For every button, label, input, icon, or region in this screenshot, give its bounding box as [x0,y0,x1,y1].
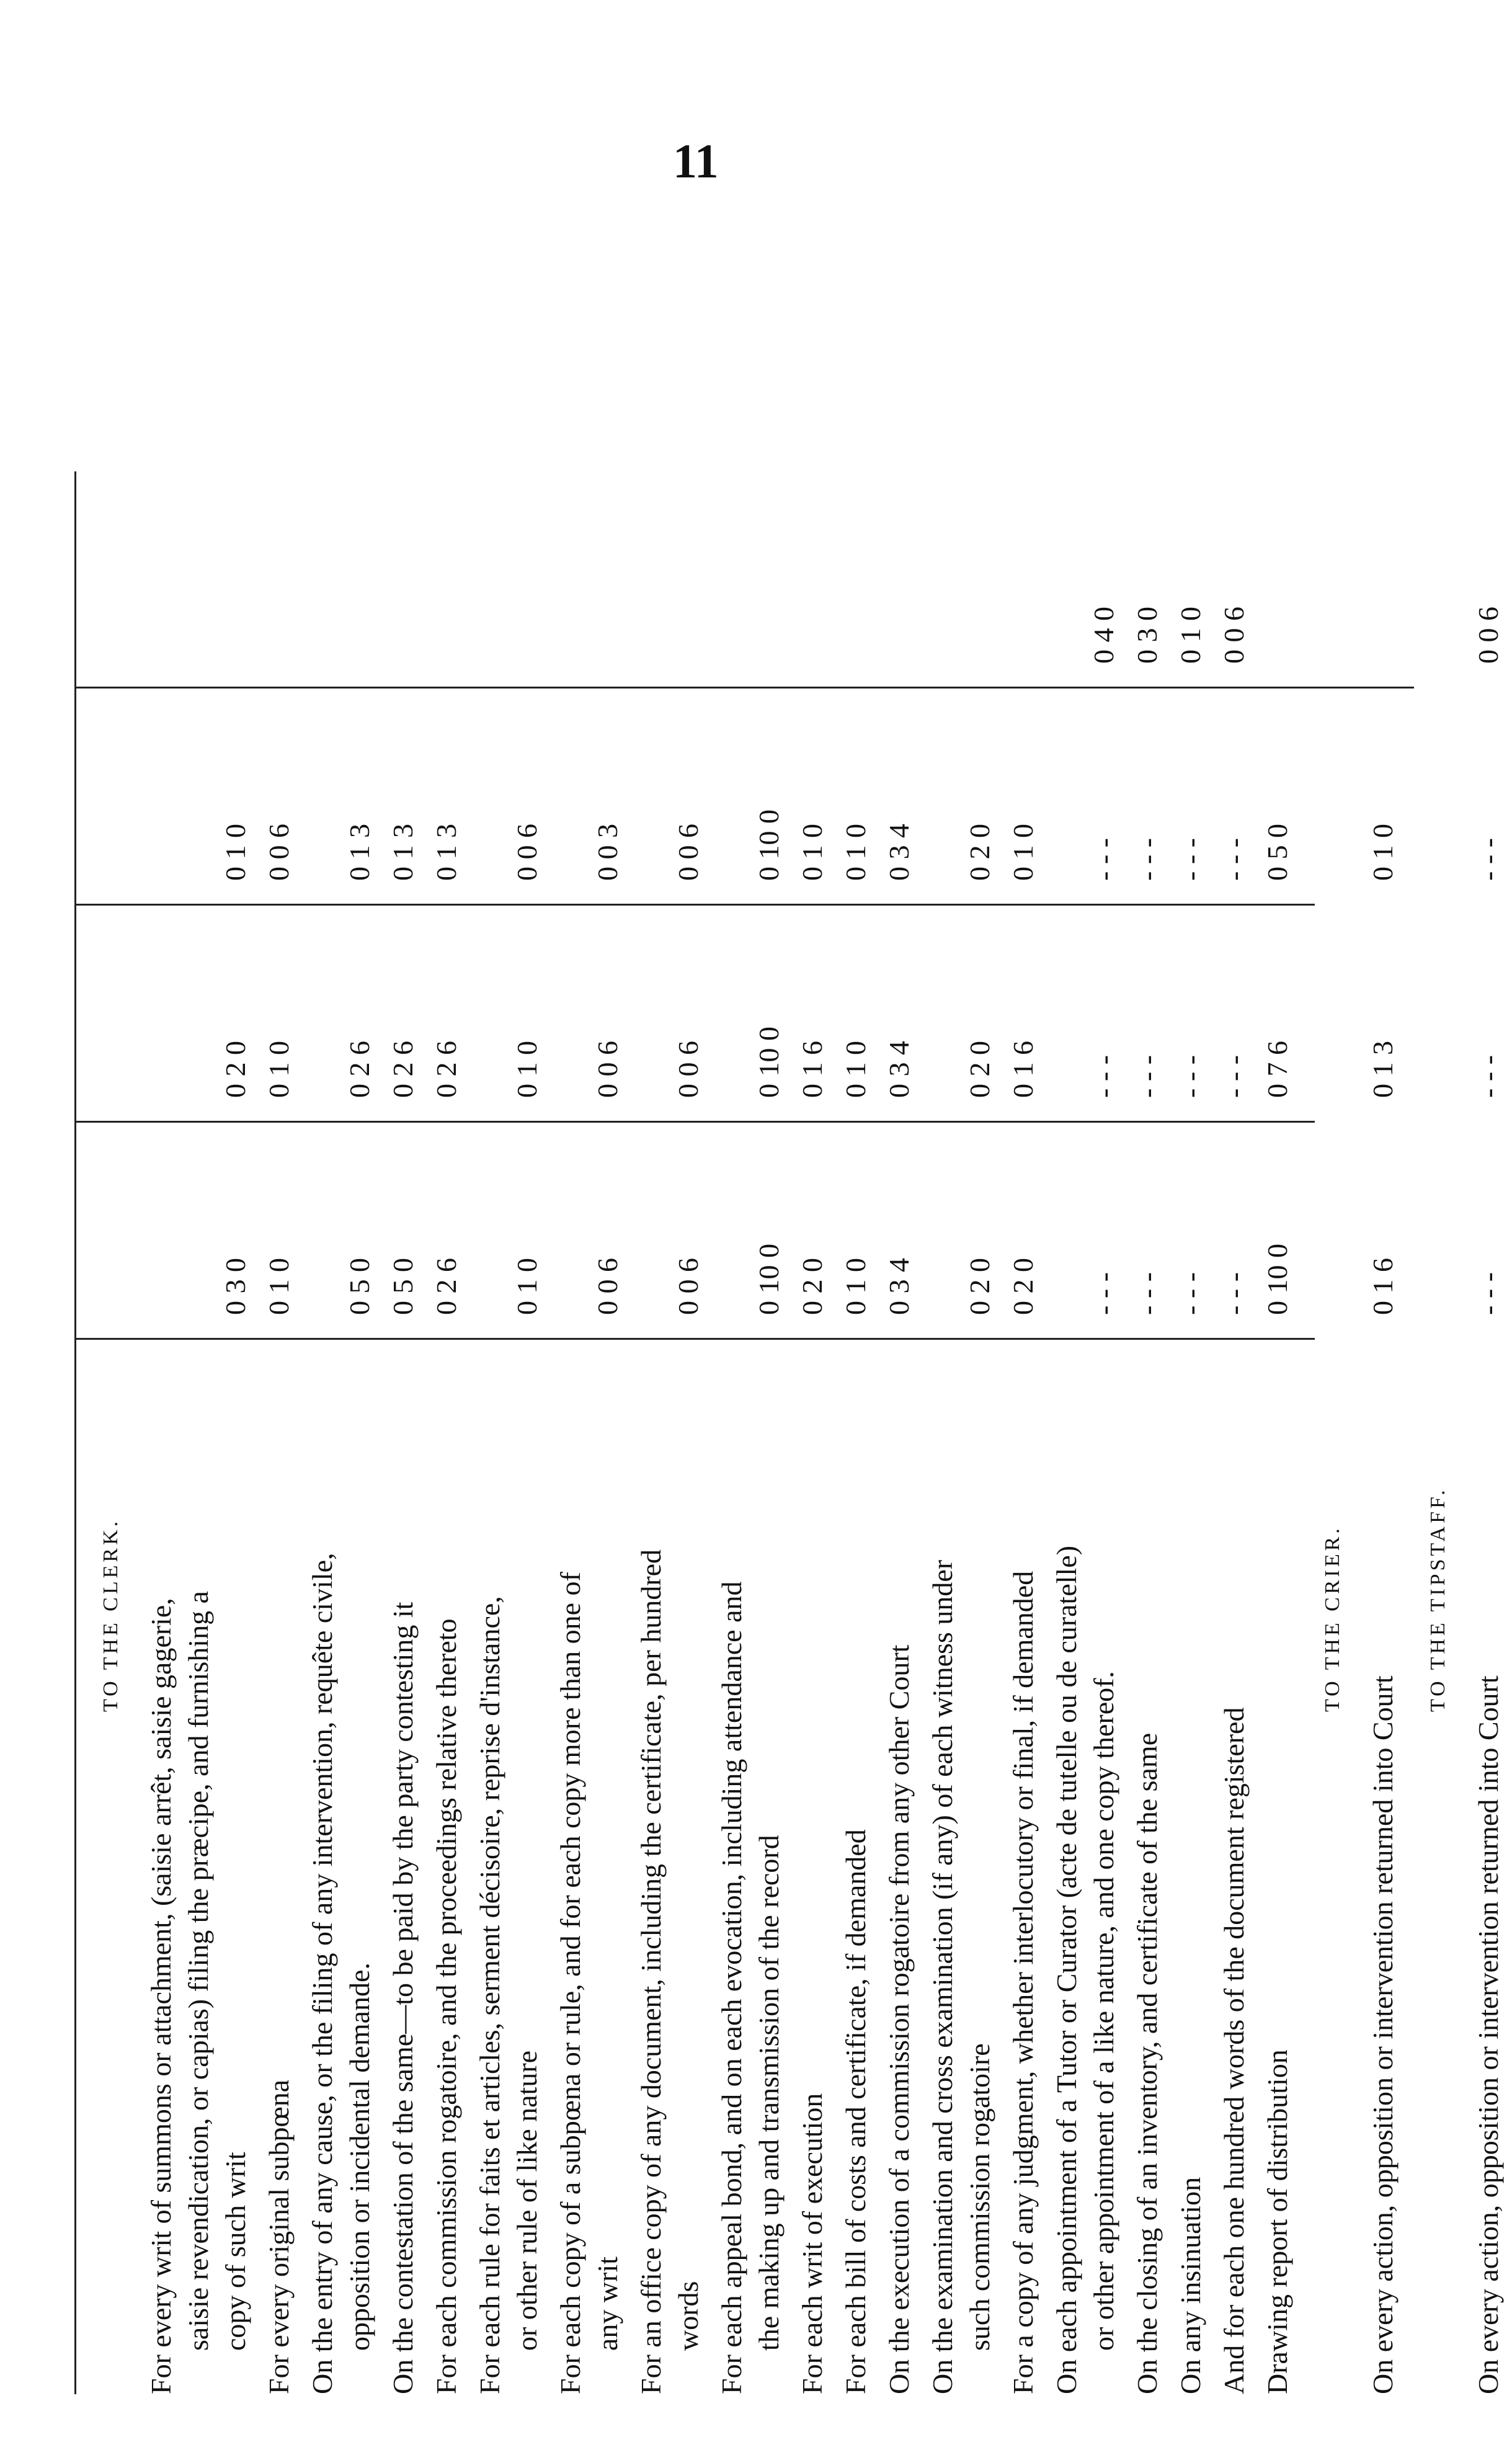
fee-value: 0 2 0 [964,824,995,881]
column-rule [74,904,1315,906]
fee-value: 0 10 0 [753,809,785,881]
column-rule [74,1121,1315,1123]
fee-item-line: For each rule for faits et articles, serment décisoire, reprise d'instance, [474,1596,505,2394]
section-title: TO THE CRIER. [1321,1525,1344,1712]
fee-value: 0 1 6 [1367,1258,1399,1315]
fee-item-line: On every action, opposition or intervention returned into Court [1367,1675,1399,2394]
fee-value: - - - [1175,1055,1206,1098]
fee-value: 0 5 0 [1261,824,1293,881]
page-number: 11 [673,134,719,188]
fee-value: - - - [1088,1055,1119,1098]
fee-value: 0 1 6 [1007,1041,1039,1098]
fee-item-line: For each appeal bond, and on each evocation, including attendance and [716,1581,747,2394]
fee-value: 0 2 6 [387,1041,419,1098]
column-rule [74,687,1414,688]
fee-value: 0 2 0 [964,1258,995,1315]
fee-value: - - - [1131,1055,1163,1098]
fee-value: 0 0 3 [592,824,623,881]
fee-item-line: or other rule of like nature [511,2050,543,2351]
fee-item-line: For each copy of a subpœna or rule, and for each copy more than one of [554,1572,586,2394]
fee-value: 0 2 0 [964,1041,995,1098]
section-title: TO THE CLERK. [99,1518,122,1712]
fee-value: - - - [1131,838,1163,881]
fee-item-line: saisie revendication, or capias) filing the præcipe, and furnishing a [182,1591,214,2351]
fee-table [74,74,1504,2394]
fee-value: 0 10 0 [1261,1244,1293,1315]
fee-value: 0 1 0 [263,1258,295,1315]
fee-item-line: For each writ of execution [796,2093,828,2394]
fee-value: 0 3 4 [883,1041,915,1098]
fee-value: 0 10 0 [753,1244,785,1315]
fee-value: 0 0 6 [1472,607,1504,664]
fee-value: 0 0 6 [511,824,543,881]
fee-value: 0 1 0 [840,1041,871,1098]
fee-value: 0 2 0 [1007,1258,1039,1315]
fee-item-line: On the contestation of the same—to be paid by the party contesting it [387,1602,419,2394]
fee-value: 0 1 0 [840,824,871,881]
fee-item-line: opposition or incidental demande. [344,1963,375,2351]
fee-item-line: For a copy of any judgment, whether interlocutory or final, if demanded [1007,1571,1039,2394]
fee-item-line: For each bill of costs and certificate, if demanded [840,1829,871,2394]
fee-value: 0 2 6 [430,1258,462,1315]
fee-item-line: the making up and transmission of the record [753,1835,785,2351]
fee-item-line: Drawing report of distribution [1261,2049,1293,2394]
fee-value: - - - [1088,838,1119,881]
fee-value: 0 5 0 [344,1258,375,1315]
fee-value: - - - [1218,1272,1250,1315]
section-title: TO THE TIPSTAFF. [1426,1487,1449,1712]
fee-value: - - - [1218,838,1250,881]
fee-item-line: any writ [592,2256,623,2351]
fee-value: 0 0 6 [672,824,704,881]
fee-value: 0 3 0 [1131,607,1163,664]
fee-value: 0 1 3 [387,824,419,881]
fee-value: 0 1 0 [840,1258,871,1315]
fee-value: 0 2 6 [430,1041,462,1098]
fee-value: 0 1 3 [430,824,462,881]
fee-item-line: On any insinuation [1175,2177,1206,2394]
fee-value: 0 0 6 [592,1041,623,1098]
fee-value: 0 1 0 [511,1041,543,1098]
fee-value: 0 1 0 [1175,607,1206,664]
fee-item-line: For every original subpœna [263,2079,295,2394]
fee-value: - - - [1131,1272,1163,1315]
fee-value: 0 1 0 [511,1258,543,1315]
fee-value: 0 0 6 [672,1041,704,1098]
fee-item-line: On the execution of a commission rogatoire from any other Court [883,1644,915,2394]
fee-item-line: For each commission rogatoire, and the proceedings relative thereto [430,1618,462,2394]
fee-item-line: such commission rogatoire [964,2043,995,2351]
fee-value: 0 1 0 [796,824,828,881]
fee-value: - - - [1218,1055,1250,1098]
fee-item-line: On the entry of any cause, or the filing of any intervention, requête civile, [306,1553,338,2394]
fee-value: 0 5 0 [387,1258,419,1315]
fee-value: 0 1 0 [1367,824,1399,881]
fee-item-line: On the closing of an inventory, and certificate of the same [1131,1732,1163,2394]
fee-item-line: For every writ of summons or attachment, (saisie arrêt, saisie gagerie, [145,1598,177,2394]
header-rule [74,471,76,2394]
fee-value: 0 3 0 [220,1258,251,1315]
fee-value: 0 1 6 [796,1041,828,1098]
fee-item-line: copy of such writ [220,2152,251,2351]
fee-value: 0 2 0 [796,1258,828,1315]
fee-value: - - - [1175,1272,1206,1315]
fee-value: 0 0 6 [592,1258,623,1315]
fee-value: - - - [1472,838,1504,881]
fee-value: 0 3 4 [883,824,915,881]
fee-value: 0 3 4 [883,1258,915,1315]
fee-value: 0 0 6 [672,1258,704,1315]
fee-item-line: On the examination and cross examination (if any) of each witness under [927,1559,958,2394]
fee-value: - - - [1175,838,1206,881]
fee-value: 0 2 0 [220,1041,251,1098]
fee-value: - - - [1472,1055,1504,1098]
fee-value: 0 1 0 [263,1041,295,1098]
fee-value: - - - [1088,1272,1119,1315]
fee-value: 0 7 6 [1261,1041,1293,1098]
fee-value: 0 0 6 [1218,607,1250,664]
fee-value: - - - [1472,1272,1504,1315]
fee-value: 0 1 0 [1007,824,1039,881]
fee-value: 0 0 6 [263,824,295,881]
fee-value: 0 2 6 [344,1041,375,1098]
fee-value: 0 4 0 [1088,607,1119,664]
fee-item-line: And for each one hundred words of the document registered [1218,1707,1250,2394]
fee-value: 0 1 3 [1367,1041,1399,1098]
fee-value: 0 1 0 [220,824,251,881]
fee-item-line: or other appointment of a like nature, and one copy thereof. [1088,1671,1119,2351]
fee-value: 0 10 0 [753,1027,785,1098]
fee-item-line: words [672,2281,704,2351]
fee-item-line: On each appointment of a Tutor or Curator (acte de tutelle ou de curatelle) [1051,1545,1082,2394]
fee-item-line: For an office copy of any document, including the certificate, per hundred [635,1549,667,2394]
fee-value: 0 1 3 [344,824,375,881]
fee-item-line: On every action, opposition or intervention returned into Court [1472,1675,1504,2394]
